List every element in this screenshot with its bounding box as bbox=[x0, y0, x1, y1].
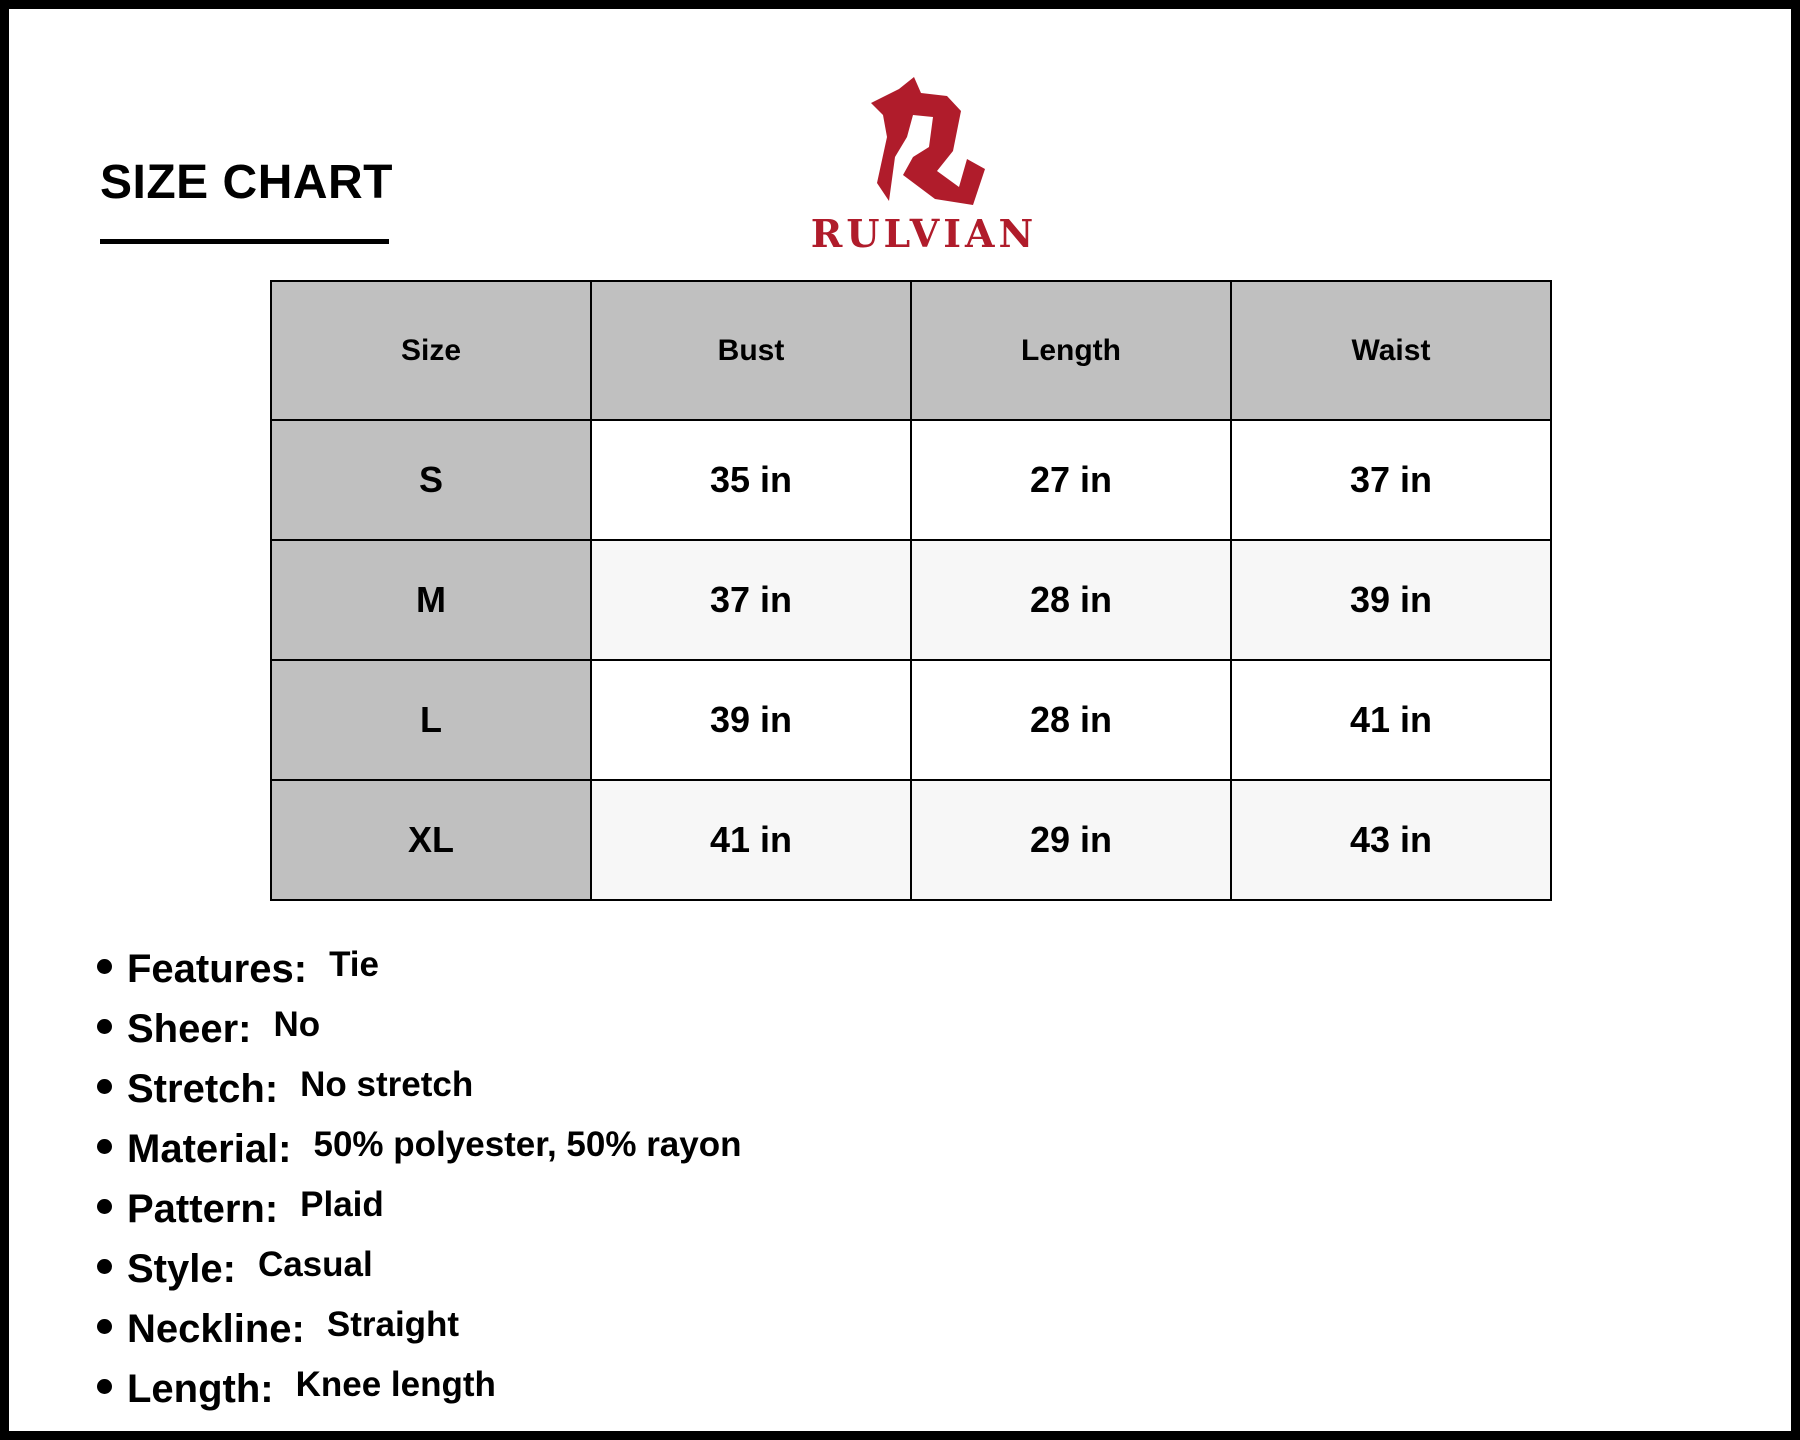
brand-name: RULVIAN bbox=[810, 211, 1038, 256]
feature-label: Features: bbox=[127, 947, 308, 991]
feature-label: Neckline: bbox=[127, 1307, 305, 1351]
bust-cell: 39 in bbox=[591, 660, 911, 780]
header-length: Length bbox=[911, 281, 1231, 420]
bust-cell: 35 in bbox=[591, 420, 911, 540]
bust-cell: 41 in bbox=[591, 780, 911, 900]
table-row bbox=[271, 780, 1551, 900]
table-row bbox=[271, 420, 1551, 540]
size-cell: XL bbox=[271, 780, 591, 900]
bullet-icon bbox=[97, 1259, 112, 1274]
feature-value: Plaid bbox=[300, 1185, 384, 1224]
feature-label: Length: bbox=[127, 1367, 274, 1411]
waist-cell: 41 in bbox=[1231, 660, 1551, 780]
waist-cell: 43 in bbox=[1231, 780, 1551, 900]
length-cell: 28 in bbox=[911, 660, 1231, 780]
bullet-icon bbox=[97, 1319, 112, 1334]
page-title: SIZE CHART bbox=[100, 156, 393, 209]
feature-list bbox=[97, 947, 742, 1427]
bullet-icon bbox=[97, 1079, 112, 1094]
feature-label: Stretch: bbox=[127, 1067, 279, 1111]
feature-value: Knee length bbox=[295, 1365, 496, 1404]
list-item bbox=[97, 1247, 742, 1307]
feature-value: No bbox=[273, 1005, 321, 1044]
waist-cell: 39 in bbox=[1231, 540, 1551, 660]
header-size: Size bbox=[271, 281, 591, 420]
feature-value: Straight bbox=[326, 1305, 460, 1344]
list-item bbox=[97, 947, 742, 1007]
size-cell: M bbox=[271, 540, 591, 660]
list-item bbox=[97, 1067, 742, 1127]
bust-cell: 37 in bbox=[591, 540, 911, 660]
list-item bbox=[97, 1007, 742, 1067]
waist-cell: 37 in bbox=[1231, 420, 1551, 540]
feature-value: Casual bbox=[257, 1245, 373, 1284]
brand-logo bbox=[784, 71, 1064, 261]
list-item bbox=[97, 1307, 742, 1367]
table-row bbox=[271, 540, 1551, 660]
bullet-icon bbox=[97, 1379, 112, 1394]
feature-label: Style: bbox=[127, 1247, 236, 1291]
header-bust: Bust bbox=[591, 281, 911, 420]
title-underline bbox=[100, 239, 389, 244]
brand-r-mark-icon bbox=[849, 71, 999, 211]
bullet-icon bbox=[97, 1139, 112, 1154]
feature-label: Material: bbox=[127, 1127, 292, 1171]
feature-value: No stretch bbox=[300, 1065, 474, 1104]
length-cell: 27 in bbox=[911, 420, 1231, 540]
length-cell: 29 in bbox=[911, 780, 1231, 900]
feature-value: Tie bbox=[329, 945, 379, 984]
table-header-row bbox=[271, 281, 1551, 420]
list-item bbox=[97, 1367, 742, 1427]
feature-value: 50% polyester, 50% rayon bbox=[313, 1125, 742, 1164]
list-item bbox=[97, 1127, 742, 1187]
bullet-icon bbox=[97, 1199, 112, 1214]
size-table bbox=[270, 280, 1552, 901]
feature-label: Pattern: bbox=[127, 1187, 279, 1231]
feature-label: Sheer: bbox=[127, 1007, 252, 1051]
size-cell: L bbox=[271, 660, 591, 780]
table-row bbox=[271, 660, 1551, 780]
list-item bbox=[97, 1187, 742, 1247]
size-cell: S bbox=[271, 420, 591, 540]
bullet-icon bbox=[97, 1019, 112, 1034]
header-waist: Waist bbox=[1231, 281, 1551, 420]
length-cell: 28 in bbox=[911, 540, 1231, 660]
bullet-icon bbox=[97, 959, 112, 974]
